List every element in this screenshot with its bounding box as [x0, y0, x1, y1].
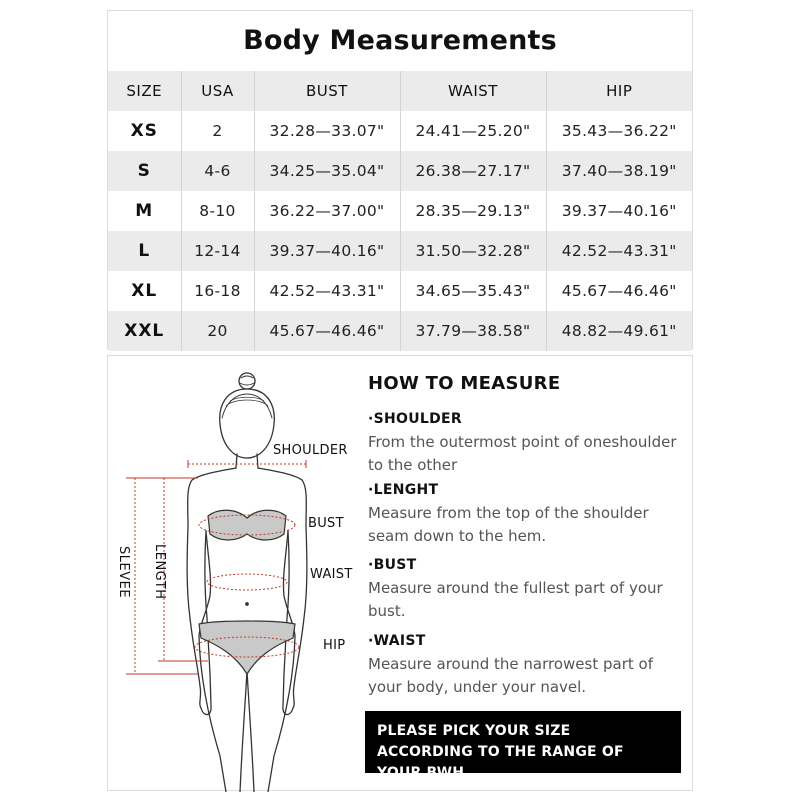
- column-header-waist: WAIST: [400, 71, 546, 111]
- usa-cell: 16-18: [181, 271, 254, 311]
- page-title: Body Measurements: [243, 25, 557, 56]
- table-header-row: [108, 71, 692, 111]
- size-cell: L: [108, 231, 181, 271]
- shoulder-description: From the outermost point of oneshoulder to the other: [368, 433, 677, 474]
- waist-cell: 26.38—27.17": [400, 151, 546, 191]
- hip-cell: 42.52—43.31": [546, 231, 692, 271]
- size-cell: XS: [108, 111, 181, 151]
- length-description: Measure from the top of the shoulder seam down to the hem.: [368, 504, 649, 545]
- hip-cell: 39.37—40.16": [546, 191, 692, 231]
- length-heading: ·LENGHT: [368, 482, 439, 498]
- waist-cell: 24.41—25.20": [400, 111, 546, 151]
- how-to-measure-panel: [107, 355, 693, 791]
- waist-cell: 34.65—35.43": [400, 271, 546, 311]
- size-table: [108, 71, 692, 351]
- usa-cell: 4-6: [181, 151, 254, 191]
- table-row: [108, 231, 692, 271]
- table-row: [108, 151, 692, 191]
- waist-cell: 28.35—29.13": [400, 191, 546, 231]
- size-cell: XXL: [108, 311, 181, 351]
- bust-cell: 39.37—40.16": [254, 231, 400, 271]
- column-header-size: SIZE: [108, 71, 181, 111]
- size-cell: M: [108, 191, 181, 231]
- usa-cell: 8-10: [181, 191, 254, 231]
- size-chart-panel: [107, 10, 693, 349]
- shoulder-figure-label: SHOULDER: [273, 443, 348, 458]
- table-row: [108, 311, 692, 351]
- size-advice-banner: PLEASE PICK YOUR SIZE ACCORDING TO THE RANGE OF YOUR BWH.: [365, 711, 681, 773]
- table-row: [108, 271, 692, 311]
- column-header-bust: BUST: [254, 71, 400, 111]
- hip-figure-label: HIP: [323, 638, 346, 653]
- bust-cell: 36.22—37.00": [254, 191, 400, 231]
- shoulder-heading: ·SHOULDER: [368, 411, 462, 427]
- waist-description: Measure around the narrowest part of your body, under your navel.: [368, 655, 653, 696]
- size-cell: S: [108, 151, 181, 191]
- bust-description: Measure around the fullest part of your bust.: [368, 579, 663, 620]
- column-header-usa: USA: [181, 71, 254, 111]
- hip-cell: 35.43—36.22": [546, 111, 692, 151]
- table-row: [108, 111, 692, 151]
- usa-cell: 2: [181, 111, 254, 151]
- waist-figure-label: WAIST: [310, 567, 353, 582]
- slevee-figure-label: SLEVEE: [116, 546, 131, 599]
- bust-figure-label: BUST: [308, 516, 344, 531]
- waist-cell: 31.50—32.28": [400, 231, 546, 271]
- length-figure-label: LENGTH: [152, 544, 167, 600]
- how-to-measure-title: HOW TO MEASURE: [368, 373, 561, 394]
- table-row: [108, 191, 692, 231]
- bust-cell: 45.67—46.46": [254, 311, 400, 351]
- usa-cell: 20: [181, 311, 254, 351]
- hip-cell: 48.82—49.61": [546, 311, 692, 351]
- waist-cell: 37.79—38.58": [400, 311, 546, 351]
- bust-cell: 34.25—35.04": [254, 151, 400, 191]
- usa-cell: 12-14: [181, 231, 254, 271]
- waist-heading: ·WAIST: [368, 633, 426, 649]
- hip-cell: 37.40—38.19": [546, 151, 692, 191]
- bust-heading: ·BUST: [368, 557, 417, 573]
- hip-cell: 45.67—46.46": [546, 271, 692, 311]
- column-header-hip: HIP: [546, 71, 692, 111]
- bust-cell: 42.52—43.31": [254, 271, 400, 311]
- size-cell: XL: [108, 271, 181, 311]
- bust-cell: 32.28—33.07": [254, 111, 400, 151]
